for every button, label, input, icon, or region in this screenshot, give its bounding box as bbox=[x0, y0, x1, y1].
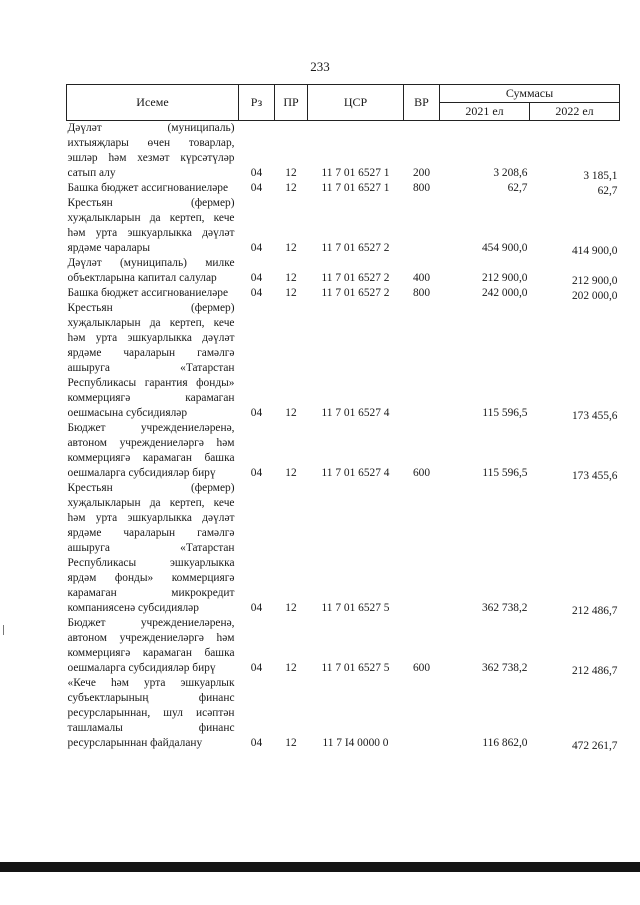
row-sum-2021: 115 596,5 bbox=[482, 407, 528, 419]
row-sum-2022: 472 261,7 bbox=[571, 740, 618, 752]
row-rz: 04 bbox=[250, 407, 263, 419]
budget-table bbox=[66, 84, 620, 751]
row-name: «Кече һәм урта эшкуарлык субъектларының финанс ресурсларыннан, шул исәптән ташламалы финанс ресурсларыннан файдалану bbox=[67, 677, 235, 749]
row-pr: 12 bbox=[285, 602, 297, 614]
row-vr bbox=[404, 196, 440, 256]
row-pr: 12 bbox=[285, 467, 297, 479]
table-row bbox=[67, 121, 620, 182]
row-csr: 11 7 01 6527 2 bbox=[321, 272, 390, 284]
table-row bbox=[67, 481, 620, 616]
row-pr: 12 bbox=[285, 242, 297, 254]
row-name: Крестьян (фермер) хуҗалыкларын да кертеп, кече һәм урта эшкуарлыкка дәүләт ярдәме чараларын гамәлгә ашыруга «Татарстан Республикасы эшкуарлыкка ярдәм фонды» коммерциягә карамаган микрокредит компаниясенә субсидияләр bbox=[67, 482, 235, 614]
row-csr: 11 7 01 6527 1 bbox=[321, 182, 390, 194]
table-header bbox=[67, 85, 620, 121]
row-name: Крестьян (фермер) хуҗалыкларын да кертеп, кече һәм урта эшкуарлыкка дәүләт ярдәме чараларын гамәлгә ашыруга «Татарстан Республикасы гарантия фонды» коммерциягә карамаган оешмасына субсидияләр bbox=[67, 302, 235, 419]
row-sum-2021: 212 900,0 bbox=[481, 272, 528, 284]
row-rz: 04 bbox=[250, 287, 263, 299]
table-row bbox=[67, 421, 620, 481]
row-sum-2022: 202 000,0 bbox=[571, 290, 618, 302]
row-csr: 11 7 01 6527 5 bbox=[321, 602, 390, 614]
row-sum-2021: 362 738,2 bbox=[481, 662, 528, 674]
row-name: Дәүләт (муниципаль) милке объектларына капитал салулар bbox=[67, 257, 235, 284]
row-csr: 11 7 01 6527 4 bbox=[321, 407, 390, 419]
bottom-scan-border bbox=[0, 862, 640, 872]
row-rz: 04 bbox=[250, 662, 263, 674]
page-number: 233 bbox=[310, 59, 330, 74]
row-sum-2022: 62,7 bbox=[597, 185, 618, 197]
header-pr: ПР bbox=[275, 85, 308, 121]
row-pr: 12 bbox=[285, 287, 297, 299]
row-sum-2022: 212 486,7 bbox=[571, 605, 618, 617]
row-sum-2021: 362 738,2 bbox=[481, 602, 528, 614]
row-rz: 04 bbox=[250, 272, 263, 284]
row-pr: 12 bbox=[285, 662, 297, 674]
row-vr bbox=[404, 481, 440, 616]
row-sum-2022: 212 486,7 bbox=[571, 665, 618, 677]
row-vr: 800 bbox=[412, 287, 431, 299]
row-sum-2022: 173 455,6 bbox=[571, 470, 618, 482]
row-vr: 600 bbox=[412, 662, 431, 674]
row-csr: 11 7 01 6527 5 bbox=[321, 662, 390, 674]
row-vr bbox=[404, 301, 440, 421]
row-vr: 400 bbox=[412, 272, 431, 284]
table-row bbox=[67, 286, 620, 301]
table-row bbox=[67, 616, 620, 676]
row-sum-2021: 115 596,5 bbox=[482, 467, 528, 479]
row-vr bbox=[404, 676, 440, 751]
row-sum-2021: 116 862,0 bbox=[482, 737, 528, 749]
row-csr: 11 7 01 6527 2 bbox=[321, 287, 390, 299]
header-sums: Суммасы bbox=[440, 85, 620, 103]
row-pr: 12 bbox=[285, 407, 297, 419]
row-rz: 04 bbox=[250, 467, 263, 479]
row-rz: 04 bbox=[250, 602, 263, 614]
row-name: Крестьян (фермер) хуҗалыкларын да кертеп, кече һәм урта эшкуарлыкка дәүләт ярдәме чаралары bbox=[67, 197, 235, 254]
row-csr: 11 7 I4 0000 0 bbox=[322, 737, 389, 749]
header-name: Исеме bbox=[67, 85, 239, 121]
header-vr: ВР bbox=[404, 85, 440, 121]
row-sum-2022: 212 900,0 bbox=[571, 275, 618, 287]
row-sum-2022: 173 455,6 bbox=[571, 410, 618, 422]
table-row bbox=[67, 301, 620, 421]
row-vr: 200 bbox=[412, 167, 431, 179]
header-rz: Рз bbox=[239, 85, 275, 121]
row-name: Башка бюджет ассигнованиеләре bbox=[67, 287, 229, 299]
row-rz: 04 bbox=[250, 167, 263, 179]
row-pr: 12 bbox=[285, 167, 297, 179]
row-vr: 800 bbox=[412, 182, 431, 194]
row-sum-2021: 62,7 bbox=[507, 182, 528, 194]
header-csr: ЦСР bbox=[308, 85, 404, 121]
row-sum-2022: 414 900,0 bbox=[571, 245, 618, 257]
row-sum-2021: 454 900,0 bbox=[481, 242, 528, 254]
row-sum-2021: 242 000,0 bbox=[481, 287, 528, 299]
row-csr: 11 7 01 6527 2 bbox=[321, 242, 390, 254]
row-pr: 12 bbox=[285, 182, 297, 194]
row-name: Бюджет учреждениеләренә, автоном учреждениеләргә һәм коммерциягә карамаган башка оешмаларга субсидияләр бирү bbox=[67, 617, 235, 674]
row-sum-2021: 3 208,6 bbox=[493, 167, 528, 179]
table-row bbox=[67, 676, 620, 751]
row-name: Башка бюджет ассигнованиеләре bbox=[67, 182, 229, 194]
row-name: Бюджет учреждениеләренә, автоном учреждениеләргә һәм коммерциягә карамаган башка оешмаларга субсидияләр бирү bbox=[67, 422, 235, 479]
row-pr: 12 bbox=[285, 272, 297, 284]
header-year-2022: 2022 ел bbox=[530, 103, 620, 121]
row-rz: 04 bbox=[250, 242, 263, 254]
row-rz: 04 bbox=[250, 737, 263, 749]
table-body bbox=[67, 121, 620, 752]
header-year-2021: 2021 ел bbox=[440, 103, 530, 121]
row-name: Дәүләт (муниципаль) ихтыяҗлары өчен товарлар, эшләр һәм хезмәт күрсәтүләр сатып алу bbox=[67, 122, 235, 179]
row-rz: 04 bbox=[250, 182, 263, 194]
table-row bbox=[67, 196, 620, 256]
row-vr: 600 bbox=[412, 467, 431, 479]
table-row bbox=[67, 181, 620, 196]
row-csr: 11 7 01 6527 4 bbox=[321, 467, 390, 479]
table-row bbox=[67, 256, 620, 286]
row-pr: 12 bbox=[285, 737, 297, 749]
scan-mark bbox=[3, 625, 4, 635]
row-csr: 11 7 01 6527 1 bbox=[321, 167, 390, 179]
row-sum-2022: 3 185,1 bbox=[583, 170, 618, 182]
